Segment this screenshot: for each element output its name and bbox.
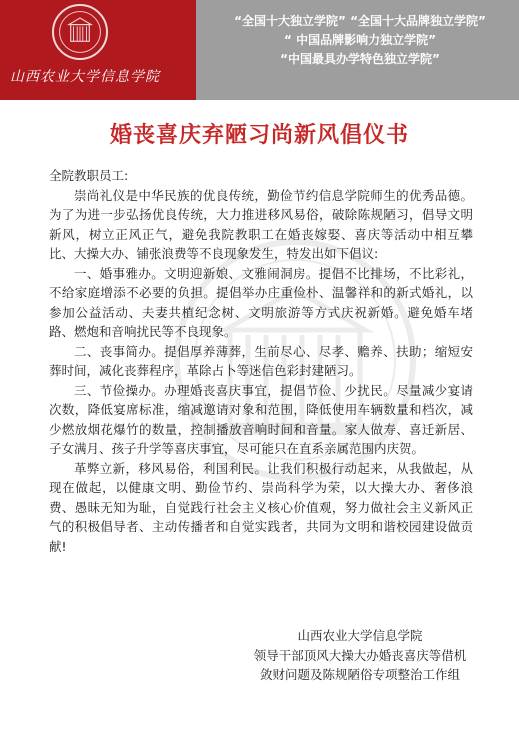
paragraph-closing: 革弊立新，移风易俗，利国利民。让我们积极行动起来，从我做起，从现在做起，以健康文明、勤俭节约、崇尚科学为荣，以大操大办、奢侈浪费、愚昧无知为耻，自觉践行社会主义核心价值观，努力做社会主义新风正气的积极倡导者、主动传播者和自觉实践者，共同为文明和谐校园建设做贡献! [49,460,473,554]
signature-line: 山西农业大学信息学院 [297,628,423,643]
letterhead-red-panel [0,0,196,100]
honor-slogans [210,12,510,69]
signature-block [230,626,490,685]
paragraph-weddings: 一、婚事雅办。文明迎新娘、文雅闹洞房。提倡不比排场，不比彩礼，不给家庭增添不必要的负担。提倡举办庄重俭朴、温馨祥和的新式婚礼，以参加公益活动、夫妻共植纪念树、文明旅游等方式庆祝新婚。避免婚车堵路、燃炮和音响扰民等不良现象。 [49,265,473,339]
slogan-line: “中国最具办学特色独立学院” [280,52,440,66]
salutation: 全院教职员工: [49,168,129,183]
paragraph-funerals: 二、丧事简办。提倡厚养薄葬，生前尽心、尽孝、赡养、扶助；缩短安葬时间，减化丧葬程序，革除占卜等迷信色彩封建陋习。 [49,343,473,378]
slogan-line: “全国十大独立学院” “全国十大品牌独立学院” [234,14,486,28]
slogan-line: “ 中国品牌影响力独立学院” [284,33,436,47]
signature-line: 敛财问题及陈规陋俗专项整治工作组 [259,667,460,682]
school-emblem-icon [52,4,108,60]
letterhead [0,0,519,100]
paragraph-intro: 崇尚礼仪是中华民族的优良传统，勤俭节约信息学院师生的优秀品德。为了为进一步弘扬优良传统，大力推进移风易俗，破除陈规陋习，倡导文明新风，树立正风正气，避免我院教职工在婚丧嫁娶、喜庆等活动中相互攀比、大操大办、铺张浪费等不良现象发生，特发出如下倡议: [49,187,473,261]
signature-line: 领导干部顶风大操大办婚丧喜庆等借机 [253,647,467,663]
document-title: 婚丧喜庆弃陋习尚新风倡仪书 [109,123,409,148]
paragraph-frugality: 三、节俭操办。办理婚丧喜庆事宜，提倡节俭、少扰民。尽量减少宴请次数，降低宴席标准，缩减邀请对象和范围，降低使用车辆数量和档次，减少燃放烟花爆竹的数量，控制播放音响时间和音量。家人做寿、喜迁新居、子女满月、孩子升学等喜庆事宜，尽可能只在直系亲属范围内庆贺。 [49,382,473,456]
proposal-body [49,166,473,556]
school-logo-text: 山西农业大学信息学院 [10,69,160,85]
